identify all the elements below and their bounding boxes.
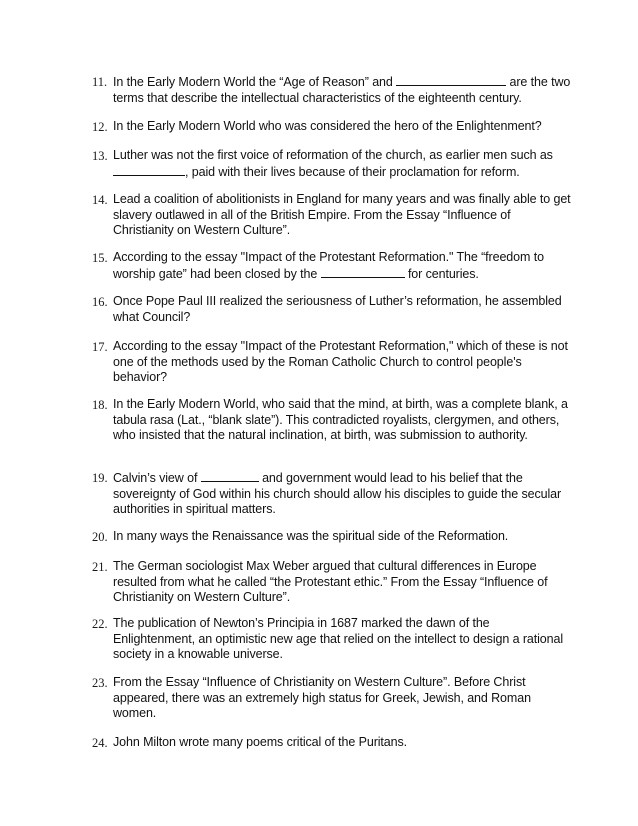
question-text: Calvin’s view of and government would lead to his belief that the sovereignty of God within his church should allow his disciples to guide the secular authorities in spiritual matters. [113, 471, 562, 517]
question-text: Lead a coalition of abolitionists in England for many years and was finally able to get slavery outlawed in all of the British Empire. From the Essay “Influence of Christianity on Western Culture”. [113, 192, 571, 238]
question-text: According to the essay "Impact of the Protestant Reformation." The “freedom to worship gate” had been closed by the for centuries. [113, 250, 544, 281]
question-text: Once Pope Paul III realized the seriousness of Luther’s reformation, he assembled what Council? [113, 294, 562, 324]
answer-blank[interactable] [396, 74, 506, 86]
answer-blank[interactable] [321, 266, 405, 278]
question-19 [92, 470, 572, 518]
question-14 [92, 192, 572, 239]
question-text: The publication of Newton’s Principia in 1687 marked the dawn of the Enlightenment, an optimistic new age that relied on the intellect to design a rational society in a knowable universe. [113, 616, 564, 662]
question-number: 17. [92, 339, 108, 354]
question-number: 18. [92, 397, 108, 412]
question-number: 13. [92, 148, 108, 163]
question-text: In many ways the Renaissance was the spiritual side of the Reformation. [113, 529, 509, 543]
question-number: 22. [92, 616, 108, 631]
question-23 [92, 675, 572, 722]
question-text: According to the essay "Impact of the Protestant Reformation," which of these is not one of the methods used by the Roman Catholic Church to control people's behavior? [113, 339, 568, 385]
question-number: 20. [92, 529, 108, 544]
question-number: 23. [92, 675, 108, 690]
answer-blank[interactable] [201, 470, 259, 482]
question-number: 11. [92, 74, 108, 89]
question-text: John Milton wrote many poems critical of the Puritans. [113, 735, 408, 749]
question-24 [92, 735, 572, 751]
question-text: In the Early Modern World, who said that the mind, at birth, was a complete blank, a tabula rasa (Lat., “blank slate”). This contradicted royalists, clergymen, and others, who insisted that the natural inclination, at birth, was submission to authority. [113, 397, 568, 443]
question-text: The German sociologist Max Weber argued that cultural differences in Europe resulted from what he called “the Protestant ethic.” From the Essay “Influence of Christianity on Western Culture”. [113, 559, 548, 605]
question-text: Luther was not the first voice of reformation of the church, as earlier men such as , paid with their lives because of their proclamation for reform. [113, 148, 553, 179]
question-21 [92, 559, 572, 606]
question-text: From the Essay “Influence of Christianity on Western Culture”. Before Christ appeared, there was an extremely high status for Greek, Jewish, and Roman women. [113, 675, 531, 721]
question-12 [92, 119, 572, 135]
question-number: 21. [92, 559, 108, 574]
question-22 [92, 616, 572, 663]
question-number: 15. [92, 250, 108, 265]
question-number: 12. [92, 119, 108, 134]
question-18 [92, 397, 572, 444]
question-16 [92, 294, 572, 325]
question-text: In the Early Modern World the “Age of Reason” and are the two terms that describe the intellectual characteristics of the eighteenth century. [113, 75, 571, 105]
question-number: 16. [92, 294, 108, 309]
question-number: 14. [92, 192, 108, 207]
question-17 [92, 339, 572, 386]
question-13 [92, 148, 572, 180]
question-number: 19. [92, 470, 108, 485]
question-number: 24. [92, 735, 108, 750]
question-11 [92, 74, 572, 106]
answer-blank[interactable] [113, 164, 185, 176]
question-text: In the Early Modern World who was considered the hero of the Enlightenment? [113, 119, 542, 133]
question-20 [92, 529, 572, 545]
question-15 [92, 250, 572, 282]
